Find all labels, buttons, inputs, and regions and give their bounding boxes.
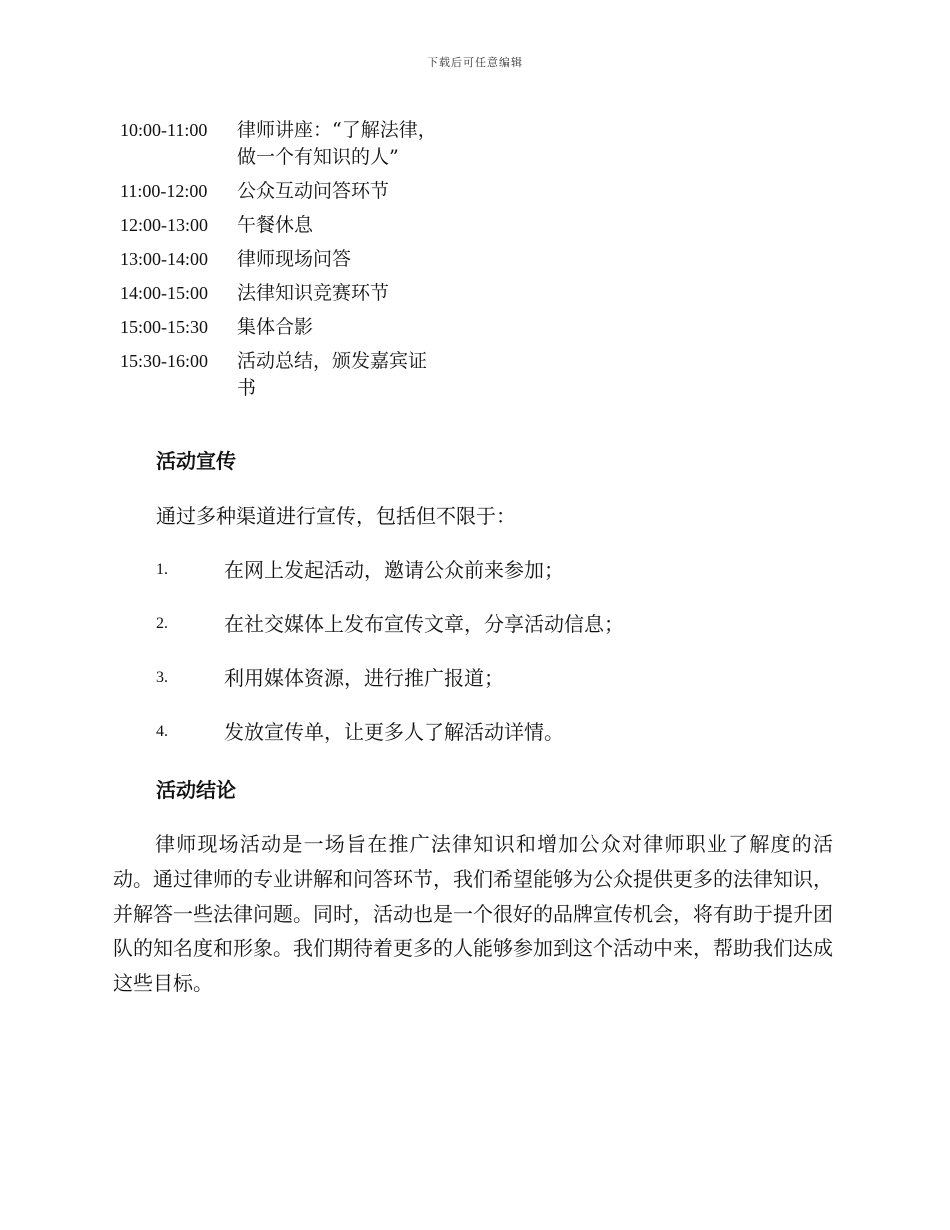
schedule-activity: 活动总结，颁发嘉宾证书: [237, 350, 428, 399]
promotion-intro: 通过多种渠道进行宣传，包括但不限于：: [156, 504, 516, 528]
schedule-activity: 集体合影: [237, 316, 314, 338]
list-item-number: 1.: [156, 561, 168, 578]
list-item: [156, 717, 856, 747]
list-item-number: 3.: [156, 669, 168, 686]
schedule-activity: 公众互动问答环节: [237, 180, 390, 202]
promotion-heading: 活动宣传: [156, 449, 236, 473]
schedule-row: [120, 280, 480, 307]
schedule-time: 12:00-13:00: [120, 215, 208, 235]
list-item-text: 发放宣传单，让更多人了解活动详情。: [224, 720, 564, 744]
schedule-time: 14:00-15:00: [120, 283, 208, 303]
schedule-activity: 律师现场问答: [237, 248, 352, 270]
schedule-activity: 法律知识竞赛环节: [237, 282, 390, 304]
list-item-text: 在网上发起活动，邀请公众前来参加；: [224, 558, 564, 582]
schedule-row: [120, 314, 480, 341]
schedule-time: 13:00-14:00: [120, 249, 208, 269]
schedule-activity: 午餐休息: [237, 214, 314, 236]
list-item-text: 利用媒体资源，进行推广报道；: [224, 666, 504, 690]
list-item: [156, 663, 856, 693]
schedule-activity: 律师讲座：“了解法律，做一个有知识的人”: [237, 119, 437, 168]
schedule-row: [120, 246, 480, 273]
schedule-row: [120, 348, 480, 402]
promotion-list: [156, 555, 856, 771]
list-item: [156, 555, 856, 585]
conclusion-heading: 活动结论: [156, 778, 236, 802]
schedule-time: 11:00-12:00: [120, 181, 208, 201]
schedule-time: 15:30-16:00: [120, 351, 208, 371]
schedule-row: [120, 178, 480, 205]
conclusion-paragraph: 律师现场活动是一场旨在推广法律知识和增加公众对律师职业了解度的活动。通过律师的专业讲解和问答环节，我们希望能够为公众提供更多的法律知识，并解答一些法律问题。同时，活动也是一个很好的品牌宣传机会，将有助于提升团队的知名度和形象。我们期待着更多的人能够参加到这个活动中来，帮助我们达成这些目标。: [113, 832, 833, 996]
list-item-number: 2.: [156, 615, 168, 632]
list-item: [156, 609, 856, 639]
schedule-row: [120, 212, 480, 239]
header-note: 下载后可任意编辑: [427, 56, 523, 69]
schedule-time: 10:00-11:00: [120, 120, 208, 140]
list-item-text: 在社交媒体上发布宣传文章，分享活动信息；: [224, 612, 624, 636]
schedule-time: 15:00-15:30: [120, 317, 208, 337]
schedule-table: [120, 117, 480, 409]
list-item-number: 4.: [156, 723, 168, 740]
schedule-row: [120, 117, 480, 171]
